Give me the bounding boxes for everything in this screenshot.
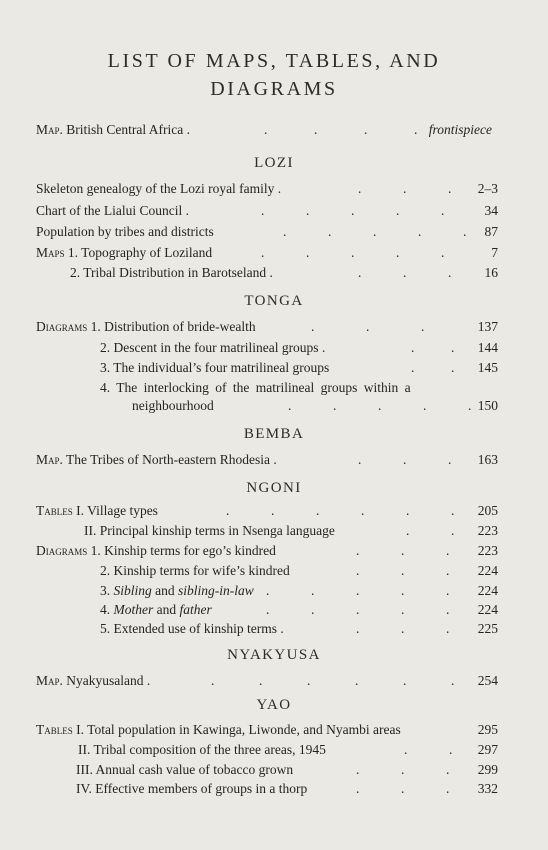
entry-text: Descent in the four matrilineal groups . bbox=[113, 340, 326, 355]
list-item: 2. Tribal Distribution in Barotseland . . . . 16 bbox=[70, 265, 498, 280]
entry-page: 223 bbox=[477, 543, 498, 558]
entry-page: 150 bbox=[477, 398, 498, 413]
entry-label: Tables bbox=[36, 722, 73, 737]
entry-text-italic: Mother bbox=[113, 602, 154, 617]
section-heading-tonga: TONGA bbox=[244, 293, 304, 309]
entry-page: 145 bbox=[477, 360, 498, 375]
list-item: 3. Sibling and sibling-in-law . . . . . 224 bbox=[100, 583, 498, 598]
entry-text: Nyakyusaland . bbox=[66, 673, 151, 688]
entry-text: Kinship terms for wife’s kindred bbox=[113, 563, 290, 578]
list-item: Maps 1. Topography of Loziland . . . . . 7 bbox=[36, 245, 498, 260]
entry-number: II. bbox=[84, 523, 97, 538]
entry-page: 224 bbox=[477, 602, 498, 617]
list-item: 4. Mother and father . . . . . 224 bbox=[100, 602, 498, 617]
entry-text: Principal kinship terms in Nsenga language bbox=[99, 523, 335, 538]
list-item: Skeleton genealogy of the Lozi royal family . . . . 2–3 bbox=[36, 181, 498, 196]
entry-number: I. bbox=[76, 503, 84, 518]
entry-page: 2–3 bbox=[477, 181, 498, 196]
list-item: 3. The individual’s four matrilineal groups . . 145 bbox=[100, 360, 498, 375]
entry-page: 224 bbox=[477, 563, 498, 578]
page-title-line-2: DIAGRAMS bbox=[210, 78, 338, 100]
entry-text: Annual cash value of tobacco grown bbox=[95, 762, 294, 777]
entry-text: Kinship terms for ego’s kindred bbox=[104, 543, 276, 558]
entry-text: Population by tribes and districts bbox=[36, 224, 214, 239]
entry-page: 7 bbox=[491, 245, 498, 260]
list-item: 5. Extended use of kinship terms . . . . 225 bbox=[100, 621, 498, 636]
entry-page: 163 bbox=[477, 452, 498, 467]
entry-page: 137 bbox=[477, 319, 498, 334]
entry-label: Map. bbox=[36, 673, 63, 688]
entry-page: 34 bbox=[484, 203, 498, 218]
list-item: Tables I. Village types . . . . . . 205 bbox=[36, 503, 498, 518]
entry-page: 224 bbox=[477, 583, 498, 598]
entry-number: 1. bbox=[67, 245, 79, 260]
entry-text-italic: sibling-in-law bbox=[178, 583, 254, 598]
entry-text: Village types bbox=[87, 503, 158, 518]
list-item: III. Annual cash value of tobacco grown . . . 299 bbox=[76, 762, 498, 777]
entry-text: Total population in Kawinga, Liwonde, and Nyambi areas bbox=[87, 722, 401, 737]
list-item bbox=[36, 379, 510, 397]
entry-page: 223 bbox=[477, 523, 498, 538]
entry-label: Map. bbox=[36, 452, 63, 467]
list-item: 2. Kinship terms for wife’s kindred . . . 224 bbox=[100, 563, 498, 578]
entry-number: 5. bbox=[100, 621, 111, 636]
entry-label: Map. bbox=[36, 122, 63, 137]
section-heading-bemba: BEMBA bbox=[243, 426, 305, 442]
list-item: IV. Effective members of groups in a thorp . . . 332 bbox=[76, 781, 498, 796]
list-item: II. Principal kinship terms in Nsenga language . . 223 bbox=[84, 523, 498, 538]
entry-number: 4. bbox=[100, 380, 111, 395]
entry-number: I. bbox=[76, 722, 84, 737]
entry-text: Tribal composition of the three areas, 1945 bbox=[93, 742, 326, 757]
entry-number: 3. bbox=[100, 583, 111, 598]
entry-text-italic: father bbox=[179, 602, 212, 617]
entry-number: 1. bbox=[90, 319, 101, 334]
section-heading-ngoni: NGONI bbox=[246, 480, 302, 496]
entry-label: Tables bbox=[36, 503, 73, 518]
list-item: Map. British Central Africa . . . . . frontispiece bbox=[36, 122, 492, 137]
entry-number: 4. bbox=[100, 602, 111, 617]
list-item: Map. The Tribes of North-eastern Rhodesia . . . . 163 bbox=[36, 452, 498, 467]
entry-label: Maps bbox=[36, 245, 65, 260]
entry-number: 2. bbox=[100, 340, 111, 355]
entry-text: and bbox=[156, 602, 177, 617]
entry-text-italic: Sibling bbox=[113, 583, 152, 598]
entry-number: II. bbox=[78, 742, 91, 757]
entry-number: 3. bbox=[100, 360, 111, 375]
list-item: 2. Descent in the four matrilineal groups . . . 144 bbox=[100, 340, 498, 355]
section-heading-lozi: LOZI bbox=[254, 155, 294, 171]
list-item bbox=[36, 721, 498, 739]
entry-page: 332 bbox=[477, 781, 498, 796]
entry-page: 205 bbox=[477, 503, 498, 518]
entry-page: 16 bbox=[484, 265, 498, 280]
entry-text: Topography of Loziland bbox=[81, 245, 213, 260]
entry-text: The Tribes of North-eastern Rhodesia . bbox=[66, 452, 277, 467]
list-item: Diagrams 1. Distribution of bride-wealth . . . 137 bbox=[36, 319, 498, 334]
entry-page: frontispiece bbox=[428, 122, 492, 137]
entry-text: Skeleton genealogy of the Lozi royal family . bbox=[36, 181, 282, 196]
entry-text: The interlocking of the matrilineal groups within a bbox=[116, 380, 411, 395]
entry-text: Distribution of bride-wealth bbox=[104, 319, 256, 334]
entry-page: 144 bbox=[477, 340, 498, 355]
list-item: Population by tribes and districts . . . . . 87 bbox=[36, 224, 498, 239]
entry-page: 299 bbox=[477, 762, 498, 777]
entry-number: 1. bbox=[90, 543, 101, 558]
list-item: II. Tribal composition of the three areas, 1945 . . 297 bbox=[78, 742, 498, 757]
section-heading-nyakyusa: NYAKYUSA bbox=[227, 647, 321, 663]
entry-text: Extended use of kinship terms . bbox=[113, 621, 284, 636]
entry-page: 87 bbox=[484, 224, 498, 239]
entry-text: and bbox=[155, 583, 175, 598]
entry-page: 295 bbox=[477, 722, 498, 737]
entry-label: Diagrams bbox=[36, 543, 88, 558]
entry-text: Tribal Distribution in Barotseland . bbox=[83, 265, 273, 280]
list-item: Diagrams 1. Kinship terms for ego’s kindred . . . 223 bbox=[36, 543, 498, 558]
entry-label: Diagrams bbox=[36, 319, 88, 334]
section-heading-yao: YAO bbox=[256, 697, 292, 713]
entry-text: British Central Africa . bbox=[66, 122, 190, 137]
entry-number: IV. bbox=[76, 781, 92, 796]
entry-page: 225 bbox=[477, 621, 498, 636]
entry-text: Effective members of groups in a thorp bbox=[95, 781, 308, 796]
entry-number: III. bbox=[76, 762, 93, 777]
list-item: Map. Nyakyusaland . . . . . . . 254 bbox=[36, 673, 498, 688]
entry-page: 254 bbox=[477, 673, 498, 688]
entry-text: The individual’s four matrilineal groups bbox=[113, 360, 330, 375]
entry-text: neighbourhood bbox=[132, 398, 214, 413]
entry-number: 2. bbox=[100, 563, 111, 578]
entry-text: Chart of the Lialui Council . bbox=[36, 203, 189, 218]
list-item-continuation: neighbourhood . . . . . 150 bbox=[132, 398, 498, 413]
page-title-line-1: LIST OF MAPS, TABLES, AND bbox=[107, 50, 441, 72]
entry-number: 2. bbox=[70, 265, 81, 280]
list-item: Chart of the Lialui Council . . . . . . 34 bbox=[36, 203, 498, 218]
entry-page: 297 bbox=[477, 742, 498, 757]
